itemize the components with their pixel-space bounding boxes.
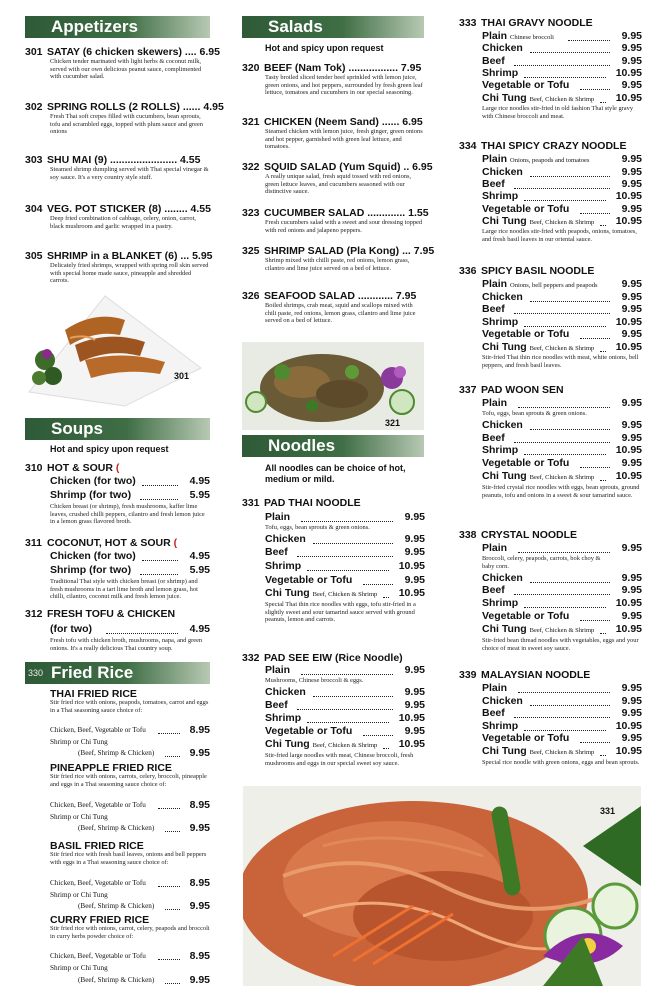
photo-label-331: 331 — [600, 806, 616, 816]
price-row: Plain 9.95 — [265, 511, 425, 523]
item-description: Stir fried rice with onions, carrot, celery, peapods and broccoli in curry herbs powder choice of: — [50, 925, 210, 940]
item-description: Delicately fried shrimps, wrapped with spring roll skin served with special home made sauce, pineapple and shredded carrots. — [50, 262, 209, 285]
price-row: Plain 9.95 — [482, 682, 642, 694]
appetizers-header: Appetizers — [25, 16, 210, 38]
price-row: Chicken 9.95 — [482, 695, 642, 707]
price-row: Chicken 9.95 — [482, 291, 642, 303]
item-description: Special rice noodle with green onions, eggs and bean sprouts. — [482, 759, 640, 766]
menu-item-311: 311 COCONUT, HOT & SOUR ( — [25, 537, 178, 549]
price-row-label: Shrimp or Chi Tung — [50, 813, 108, 821]
price-row: (Beef, Shrimp & Chicken) 9.95 — [78, 822, 210, 834]
price-row: Chicken (for two) 4.95 — [50, 550, 210, 562]
price-row: (Beef, Shrimp & Chicken) 9.95 — [78, 900, 210, 912]
menu-item-336: 336 SPICY BASIL NOODLE — [459, 265, 595, 277]
fried-rice-item: CURRY FRIED RICE — [50, 914, 150, 926]
price-row-label: Shrimp or Chi Tung — [50, 738, 108, 746]
item-description: Chicken breast (or shrimp), fresh mushrooms, kaffer lime leaves, crushed chilli peppers, cilantro and fresh lemon juice in a lemon grass flavored broth. — [50, 503, 205, 526]
price-row: Plain 9.95 — [482, 542, 642, 554]
price-row: Plain Onions, peapods and tomatoes 9.95 — [482, 153, 642, 165]
menu-item-305: 305 SHRIMP in a BLANKET (6) ... 5.95 — [25, 250, 213, 262]
item-description: Boiled shrimps, crab meat, squid and scallops mixed with chili paste, red onions, lemon grass, cilantro and lime juice served on a bed of lettuce. — [265, 302, 416, 325]
pad-thai-photo — [243, 786, 641, 986]
price-row: Chicken 9.95 — [482, 166, 642, 178]
photo-label-321: 321 — [385, 418, 401, 428]
noodles-header: Noodles — [242, 435, 424, 457]
item-description: Special Thai thin rice noodles with eggs, tofu stir-fried in a slightly sweet and sour tamarind sauce served with ground peanuts, lemon and carrots. — [265, 601, 416, 624]
item-description: Stir-fried bean thread noodles with vegetables, eggs and your choice of meat in sweet soy sauce. — [482, 637, 639, 652]
price-row: (Beef, Shrimp & Chicken) 9.95 — [78, 747, 210, 759]
price-row: Chi Tung Beef, Chicken & Shrimp 10.95 — [482, 745, 642, 757]
price-row: Vegetable or Tofu 9.95 — [482, 79, 642, 91]
item-description: Stir fried rice with onions, peapods, tomatoes, carrot and eggs in a Thai seasoning sauce choice of: — [50, 699, 209, 714]
item-description: Tofu, eggs, bean sprouts & green onions. — [265, 524, 370, 531]
price-row: Chi Tung Beef, Chicken & Shrimp 10.95 — [482, 623, 642, 635]
price-row: Vegetable or Tofu 9.95 — [482, 203, 642, 215]
price-row: Plain 9.95 — [265, 664, 425, 676]
price-row: (for two) 4.95 — [50, 623, 210, 635]
soups-header: Soups — [25, 418, 210, 440]
price-row: Shrimp 10.95 — [482, 597, 642, 609]
menu-item-333: 333 THAI GRAVY NOODLE — [459, 17, 593, 29]
price-row: Shrimp (for two) 5.95 — [50, 489, 210, 501]
price-row: Chicken 9.95 — [482, 419, 642, 431]
menu-item-334: 334 THAI SPICY CRAZY NOODLE — [459, 140, 627, 152]
item-description: Broccoli, celery, peapods, carrots, bok choy & baby corn. — [482, 555, 601, 570]
price-row: Beef 9.95 — [482, 303, 642, 315]
price-row: Chicken, Beef, Vegetable or Tofu 8.95 — [50, 724, 210, 736]
price-row: Shrimp 10.95 — [482, 444, 642, 456]
menu-item-332: 332 PAD SEE EIW (Rice Noodle) — [242, 652, 403, 664]
item-description: Tasty broiled sliced tender beef sprinkled with lemon juice, green onions, and hot peppers, surrounded by fresh green leaf lettuce, tomatoes and cucumbers in our special seasoning. — [265, 74, 423, 97]
item-description: Large rice noodles stir-fried with peapods, onions, tomatoes, and fresh basil leaves in our oriental sauce. — [482, 228, 637, 243]
price-row: Chi Tung Beef, Chicken & Shrimp 10.95 — [265, 738, 425, 750]
price-row: Shrimp 10.95 — [482, 720, 642, 732]
price-row-label: Shrimp or Chi Tung — [50, 964, 108, 972]
price-row: Beef 9.95 — [482, 584, 642, 596]
price-row: Chicken 9.95 — [482, 42, 642, 54]
price-row: Chi Tung Beef, Chicken & Shrimp 10.95 — [482, 341, 642, 353]
item-description: Shrimp mixed with chilli paste, red onions, lemon grass, cilantro and lime juice served on a bed of lettuce. — [265, 257, 410, 272]
salads-note: Hot and spicy upon request — [265, 43, 384, 53]
price-row: Vegetable or Tofu 9.95 — [482, 457, 642, 469]
item-description: Steamed chicken with lemon juice, fresh ginger, green onions and hot pepper, garnished with green leaf lettuce, and tomatoes. — [265, 128, 423, 151]
menu-item-301: 301 SATAY (6 chicken skewers) .... 6.95 — [25, 46, 220, 58]
price-row: Beef 9.95 — [482, 178, 642, 190]
menu-item-338: 338 CRYSTAL NOODLE — [459, 529, 578, 541]
menu-item-331: 331 PAD THAI NOODLE — [242, 497, 361, 509]
price-row: Chi Tung Beef, Chicken & Shrimp 10.95 — [482, 215, 642, 227]
price-row: Vegetable or Tofu 9.95 — [482, 328, 642, 340]
noodles-note: All noodles can be choice of hot, medium or mild. — [265, 463, 406, 484]
item-description: Chicken tender marinated with light herbs & coconut milk, served with our own delicious peanut sauce, complimented with cucumber salad. — [50, 58, 202, 81]
price-row: Shrimp 10.95 — [265, 560, 425, 572]
price-row: Beef 9.95 — [265, 699, 425, 711]
price-row: (Beef, Shrimp & Chicken) 9.95 — [78, 974, 210, 986]
item-description: Fresh cucumbers salad with a sweet and sour dressing topped with red onions and jalapeno peppers. — [265, 219, 423, 234]
menu-item-321: 321 CHICKEN (Neem Sand) ...... 6.95 — [242, 116, 423, 128]
item-description: Stir-fried crystal rice noodles with eggs, bean sprouts, ground peanuts, tofu and onions in a sweet & sour tamarind sauce. — [482, 484, 640, 499]
fried-rice-item: THAI FRIED RICE — [50, 688, 137, 700]
price-row: Chicken (for two) 4.95 — [50, 475, 210, 487]
item-description: Stir fried rice with onions, carrots, celery, broccoli, pineapple and eggs in a Thai seasoning sauce choice of: — [50, 773, 207, 788]
menu-item-312: 312 FRESH TOFU & CHICKEN — [25, 608, 176, 620]
price-row-label: Shrimp or Chi Tung — [50, 891, 108, 899]
item-description: A really unique salad, fresh squid tossed with red onions, green lettuce leaves, and cucumbers seasoned with our distinctive sauce. — [265, 173, 412, 196]
fried-rice-item: PINEAPPLE FRIED RICE — [50, 762, 172, 774]
item-description: Fresh Thai soft crepes filled with cucumbers, bean sprouts, tofu and scrambled eggs, topped with plum sauce and green onions — [50, 113, 203, 136]
price-row: Plain 9.95 — [482, 397, 642, 409]
price-row: Shrimp 10.95 — [482, 316, 642, 328]
item-description: Fresh tofu with chicken broth, mushrooms, napa, and green onions. It's a really delicious Thai country soup. — [50, 637, 203, 652]
item-description: Traditional Thai style with chicken breast (or shrimp) and fresh mushrooms in a tart lime broth and lemon grass, hot chilli, cilantro, coconut milk and fresh lemon juice. — [50, 578, 198, 601]
price-row: Chicken, Beef, Vegetable or Tofu 8.95 — [50, 799, 210, 811]
item-description: Stir fried rice with fresh basil leaves, onions and bell peppers with eggs in a Thai seasoning sauce choice of: — [50, 851, 207, 866]
price-row: Vegetable or Tofu 9.95 — [482, 610, 642, 622]
price-row: Chicken, Beef, Vegetable or Tofu 8.95 — [50, 877, 210, 889]
menu-item-337: 337 PAD WOON SEN — [459, 384, 564, 396]
item-description: Large rice noodles stir-fried in old fashion Thai style gravy with Chinese broccoli and meat. — [482, 105, 634, 120]
price-row: Chi Tung Beef, Chicken & Shrimp 10.95 — [482, 92, 642, 104]
soups-note: Hot and spicy upon request — [50, 444, 169, 454]
item-description: Stir-fried Thai thin rice noodles with meat, white onions, bell peppers, and fresh basil leaves. — [482, 354, 639, 369]
menu-item-303: 303 SHU MAI (9) ....................... 4.55 — [25, 154, 201, 166]
menu-item-320: 320 BEEF (Nam Tok) ................. 7.95 — [242, 62, 422, 74]
satay-photo — [25, 290, 205, 410]
menu-item-302: 302 SPRING ROLLS (2 ROLLS) ...... 4.95 — [25, 101, 224, 113]
price-row: Plain Chinese broccoli 9.95 — [482, 30, 642, 42]
salads-header: Salads — [242, 16, 424, 38]
price-row: Plain Onions, bell peppers and peapods 9.95 — [482, 278, 642, 290]
price-row: Vegetable or Tofu 9.95 — [482, 732, 642, 744]
price-row: Beef 9.95 — [265, 546, 425, 558]
menu-item-339: 339 MALAYSIAN NOODLE — [459, 669, 591, 681]
item-description: Deep fried combination of cabbage, celery, onion, carrot, black mushroom and garlic wrapped in a pastry. — [50, 215, 196, 230]
menu-item-325: 325 SHRIMP SALAD (Pla Kong) ... 7.95 — [242, 245, 435, 257]
price-row: Shrimp 10.95 — [265, 712, 425, 724]
menu-item-310: 310 HOT & SOUR ( — [25, 462, 120, 474]
price-row: Vegetable or Tofu 9.95 — [265, 725, 425, 737]
fried-rice-header: 330 Fried Rice — [25, 662, 210, 684]
price-row: Shrimp (for two) 5.95 — [50, 564, 210, 576]
item-description: Mushrooms, Chinese broccoli & eggs. — [265, 677, 364, 684]
salad-photo — [242, 342, 424, 430]
photo-label-301: 301 — [174, 371, 190, 381]
price-row: Chi Tung Beef, Chicken & Shrimp 10.95 — [265, 587, 425, 599]
price-row: Chicken 9.95 — [265, 533, 425, 545]
price-row: Vegetable or Tofu 9.95 — [265, 574, 425, 586]
item-description: Steamed shrimp dumpling served with Thai special vinegar & soy sauce. It's a very country style stuff. — [50, 166, 209, 181]
price-row: Beef 9.95 — [482, 707, 642, 719]
price-row: Beef 9.95 — [482, 55, 642, 67]
price-row: Beef 9.95 — [482, 432, 642, 444]
menu-item-322: 322 SQUID SALAD (Yum Squid) .. 6.95 — [242, 161, 433, 173]
price-row: Shrimp 10.95 — [482, 190, 642, 202]
price-row: Chicken, Beef, Vegetable or Tofu 8.95 — [50, 950, 210, 962]
menu-item-326: 326 SEAFOOD SALAD ............ 7.95 — [242, 290, 417, 302]
price-row: Shrimp 10.95 — [482, 67, 642, 79]
price-row: Chicken 9.95 — [265, 686, 425, 698]
item-description: Tofu, eggs, bean sprouts & green onions. — [482, 410, 587, 417]
menu-item-304: 304 VEG. POT STICKER (8) ........ 4.55 — [25, 203, 211, 215]
item-description: Stir-fried large noodles with meat, Chinese broccoli, fresh mushrooms and eggs in our special sweet soy sauce. — [265, 752, 414, 767]
price-row: Chi Tung Beef, Chicken & Shrimp 10.95 — [482, 470, 642, 482]
menu-item-323: 323 CUCUMBER SALAD ............. 1.55 — [242, 207, 429, 219]
fried-rice-item: BASIL FRIED RICE — [50, 840, 144, 852]
price-row: Chicken 9.95 — [482, 572, 642, 584]
